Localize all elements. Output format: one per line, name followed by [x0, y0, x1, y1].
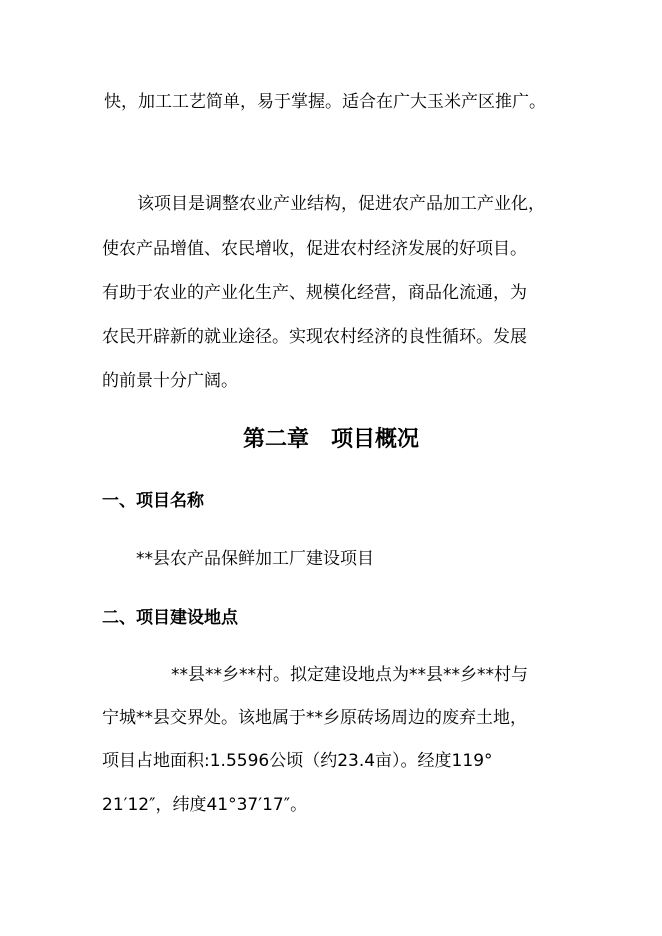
paragraph-line-1: 该项目是调整农业产业结构，促进农产品加工产业化，	[137, 194, 545, 214]
location-line-3: 项目占地面积:1.5596公顷（约23.4亩）。经度119°	[102, 751, 493, 771]
section-heading-location: 二、项目建设地点	[102, 608, 238, 628]
location-line-4: 21′12″，纬度41°37′17″。	[102, 795, 308, 815]
location-line-2: 宁城**县交界处。该地属于**乡原砖场周边的废弃土地，	[102, 708, 527, 728]
location-line-1: **县**乡**村。拟定建设地点为**县**乡**村与	[171, 665, 528, 685]
paragraph-line-4: 农民开辟新的就业途径。实现农村经济的良性循环。发展	[102, 327, 527, 347]
paragraph-line-5: 的前景十分广阔。	[102, 371, 238, 391]
project-name-text: **县农产品保鲜加工厂建设项目	[136, 549, 374, 569]
intro-line: 快，加工工艺简单，易于掌握。适合在广大玉米产区推广。	[104, 92, 546, 112]
paragraph-line-2: 使农产品增值、农民增收，促进农村经济发展的好项目。	[102, 239, 527, 259]
paragraph-line-3: 有助于农业的产业化生产、规模化经营，商品化流通，为	[102, 283, 527, 303]
section-heading-project-name: 一、项目名称	[102, 491, 204, 511]
chapter-title: 第二章 项目概况	[242, 427, 419, 452]
